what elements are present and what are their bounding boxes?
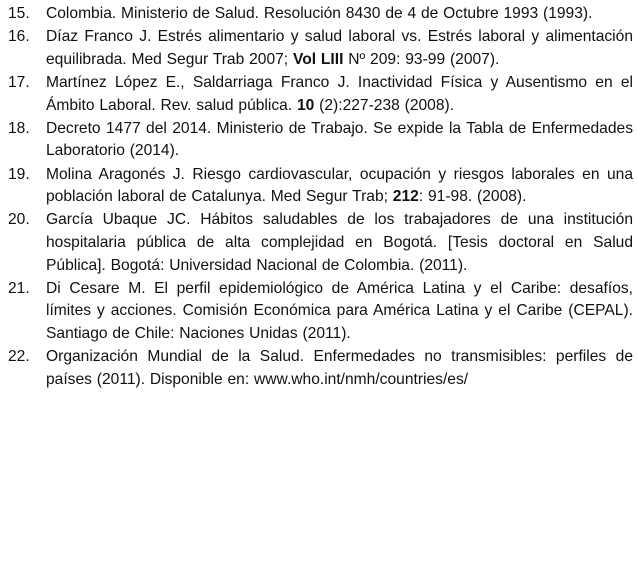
reference-item-19 — [0, 164, 633, 209]
reference-text: Martínez López E., Saldarriaga Franco J. Inactividad Física y Ausentismo en el Ámbito Laboral. Rev. salud pública. 10 (2):227-238 (2008). — [46, 73, 633, 114]
reference-number: 17. — [8, 73, 30, 91]
volume-bold: Vol LIII — [292, 50, 344, 68]
reference-item-20 — [0, 209, 633, 277]
reference-number: 19. — [8, 165, 30, 183]
reference-text: Decreto 1477 del 2014. Ministerio de Trabajo. Se expide la Tabla de Enfermedades Laboratorio (2014). — [46, 119, 633, 160]
reference-item-21 — [0, 278, 633, 346]
reference-text: Molina Aragonés J. Riesgo cardiovascular, ocupación y riesgos laborales en una población laboral de Catalunya. Med Segur Trab; 212: 91-98. (2008). — [46, 165, 633, 206]
reference-text: García Ubaque JC. Hábitos saludables de los trabajadores de una institución hospitalaria pública de alta complejidad en Bogotá. [Tesis doctoral en Salud Pública]. Bogotá: Universidad Nacional de Colombia. (2011). — [46, 211, 633, 274]
reference-list — [0, 3, 633, 391]
reference-number: 22. — [8, 348, 30, 366]
reference-text: Colombia. Ministerio de Salud. Resolución 8430 de 4 de Octubre 1993 (1993). — [46, 5, 593, 22]
reference-item-17 — [0, 72, 633, 117]
reference-number: 15. — [8, 5, 30, 22]
reference-text: Di Cesare M. El perfil epidemiológico de América Latina y el Caribe: desafíos, límites y acciones. Comisión Económica para América Latina y el Caribe (CEPAL). Santiago de Chile: Naciones Unidas (2011). — [46, 279, 633, 342]
reference-item-15 — [0, 3, 633, 26]
reference-number: 20. — [8, 211, 30, 229]
reference-text: Díaz Franco J. Estrés alimentario y salud laboral vs. Estrés laboral y alimentación equilibrada. Med Segur Trab 2007; Vol LIII Nº 209: 93-99 (2007). — [46, 28, 633, 68]
volume-bold: 10 — [296, 96, 315, 114]
reference-item-16 — [0, 26, 633, 71]
reference-number: 21. — [8, 279, 30, 297]
reference-number: 18. — [8, 119, 30, 137]
reference-item-22 — [0, 346, 633, 391]
volume-bold: 212 — [392, 188, 419, 206]
reference-item-18 — [0, 118, 633, 163]
reference-text: Organización Mundial de la Salud. Enfermedades no transmisibles: perfiles de países (2011). Disponible en: www.who.int/nmh/countries/es/ — [46, 348, 633, 388]
reference-number: 16. — [8, 28, 30, 46]
